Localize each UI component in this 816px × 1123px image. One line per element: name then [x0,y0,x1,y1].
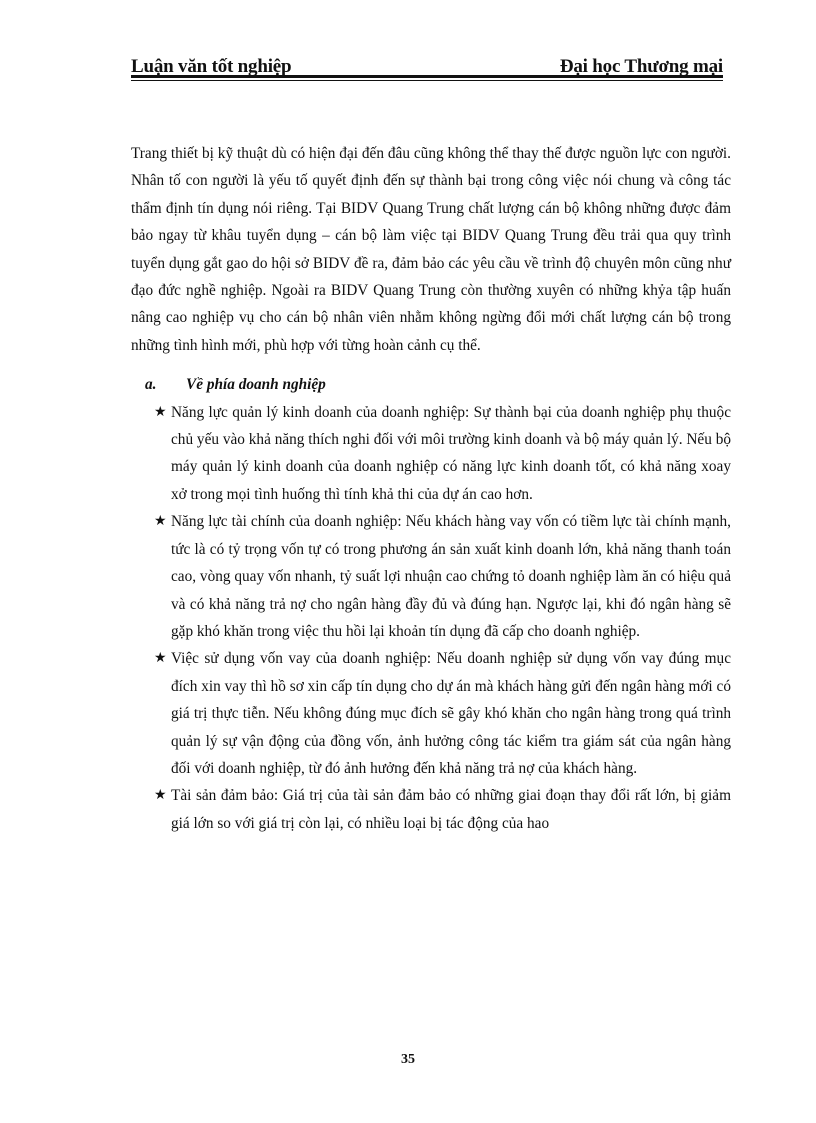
section-heading [131,371,731,398]
list-item-text: Năng lực tài chính của doanh nghiệp: Nếu khách hàng vay vốn có tiềm lực tài chính mạnh, tức là có tỷ trọng vốn tự có trong phương án sản xuất kinh doanh lớn, khả năng thanh toán cao, vòng quay vốn nhanh, tỷ suất lợi nhuận cao chứng tỏ doanh nghiệp làm ăn có hiệu quả và có khả năng trả nợ cho ngân hàng đầy đủ và đúng hạn. Ngược lại, khi đó ngân hàng sẽ gặp khó khăn trong việc thu hồi lại khoản tín dụng đã cấp cho doanh nghiệp. [171,513,731,640]
header-divider [131,75,723,81]
header-university-label: Đại học Thương mại [559,56,723,77]
section-letter: a. [145,376,157,394]
list-item-text: Tài sản đảm bảo: Giá trị của tài sản đảm bảo có những giai đoạn thay đổi rất lớn, bị giảm giá lớn so với giá trị còn lại, có nhiều loại bị tác động của hao [171,787,731,832]
star-bullet-icon: ★ [154,788,167,804]
list-item-text: Năng lực quản lý kinh doanh của doanh nghiệp: Sự thành bại của doanh nghiệp phụ thuộc chủ yếu vào khả năng thích nghi đối với môi trường kinh doanh và bộ máy quản lý. Nếu bộ máy quản lý kinh doanh của doanh nghiệp có năng lực kinh doanh tốt, có khả năng xoay xở trong mọi tình huống thì tính khả thi của dự án cao hơn. [171,403,731,503]
bullet-list [131,399,731,838]
list-item [131,782,731,837]
header-thesis-label: Luận văn tốt nghiệp [131,56,292,77]
list-item-text: Việc sử dụng vốn vay của doanh nghiệp: Nếu doanh nghiệp sử dụng vốn vay đúng mục đích xin vay thì hồ sơ xin cấp tín dụng cho dự án mà khách hàng gửi đến ngân hàng mới có giá trị thực tiễn. Nếu không đúng mục đích sẽ gây khó khăn cho ngân hàng trong quá trình quản lý sự vận động của đồng vốn, ảnh hưởng công tác kiểm tra giám sát của ngân hàng đối với doanh nghiệp, từ đó ảnh hưởng đến khả năng trả nợ của khách hàng. [171,650,731,777]
list-item [131,399,731,509]
page-body [131,140,731,837]
section-title: Về phía doanh nghiệp [186,376,326,394]
star-bullet-icon: ★ [154,404,167,420]
intro-paragraph: Trang thiết bị kỹ thuật dù có hiện đại đến đâu cũng không thể thay thế được nguồn lực con người. Nhân tố con người là yếu tố quyết định đến sự thành bại trong công việc nói chung và công tác thẩm định tín dụng nói riêng. Tại BIDV Quang Trung chất lượng cán bộ không những được đảm bảo ngay từ khâu tuyển dụng – cán bộ làm việc tại BIDV Quang Trung đều trải qua quy trình tuyển dụng gắt gao do hội sở BIDV đề ra, đảm bảo các yêu cầu về trình độ chuyên môn cũng như đạo đức nghề nghiệp. Ngoài ra BIDV Quang Trung còn thường xuyên có những khỷa tập huấn nâng cao nghiệp vụ cho cán bộ nhân viên nhằm không ngừng đổi mới chất lượng cán bộ trong những tình hình mới, phù hợp với từng hoàn cảnh cụ thể. [131,145,731,354]
list-item [131,508,731,645]
page-number: 35 [401,1052,415,1067]
list-item [131,645,731,782]
star-bullet-icon: ★ [154,514,167,530]
star-bullet-icon: ★ [154,651,167,667]
